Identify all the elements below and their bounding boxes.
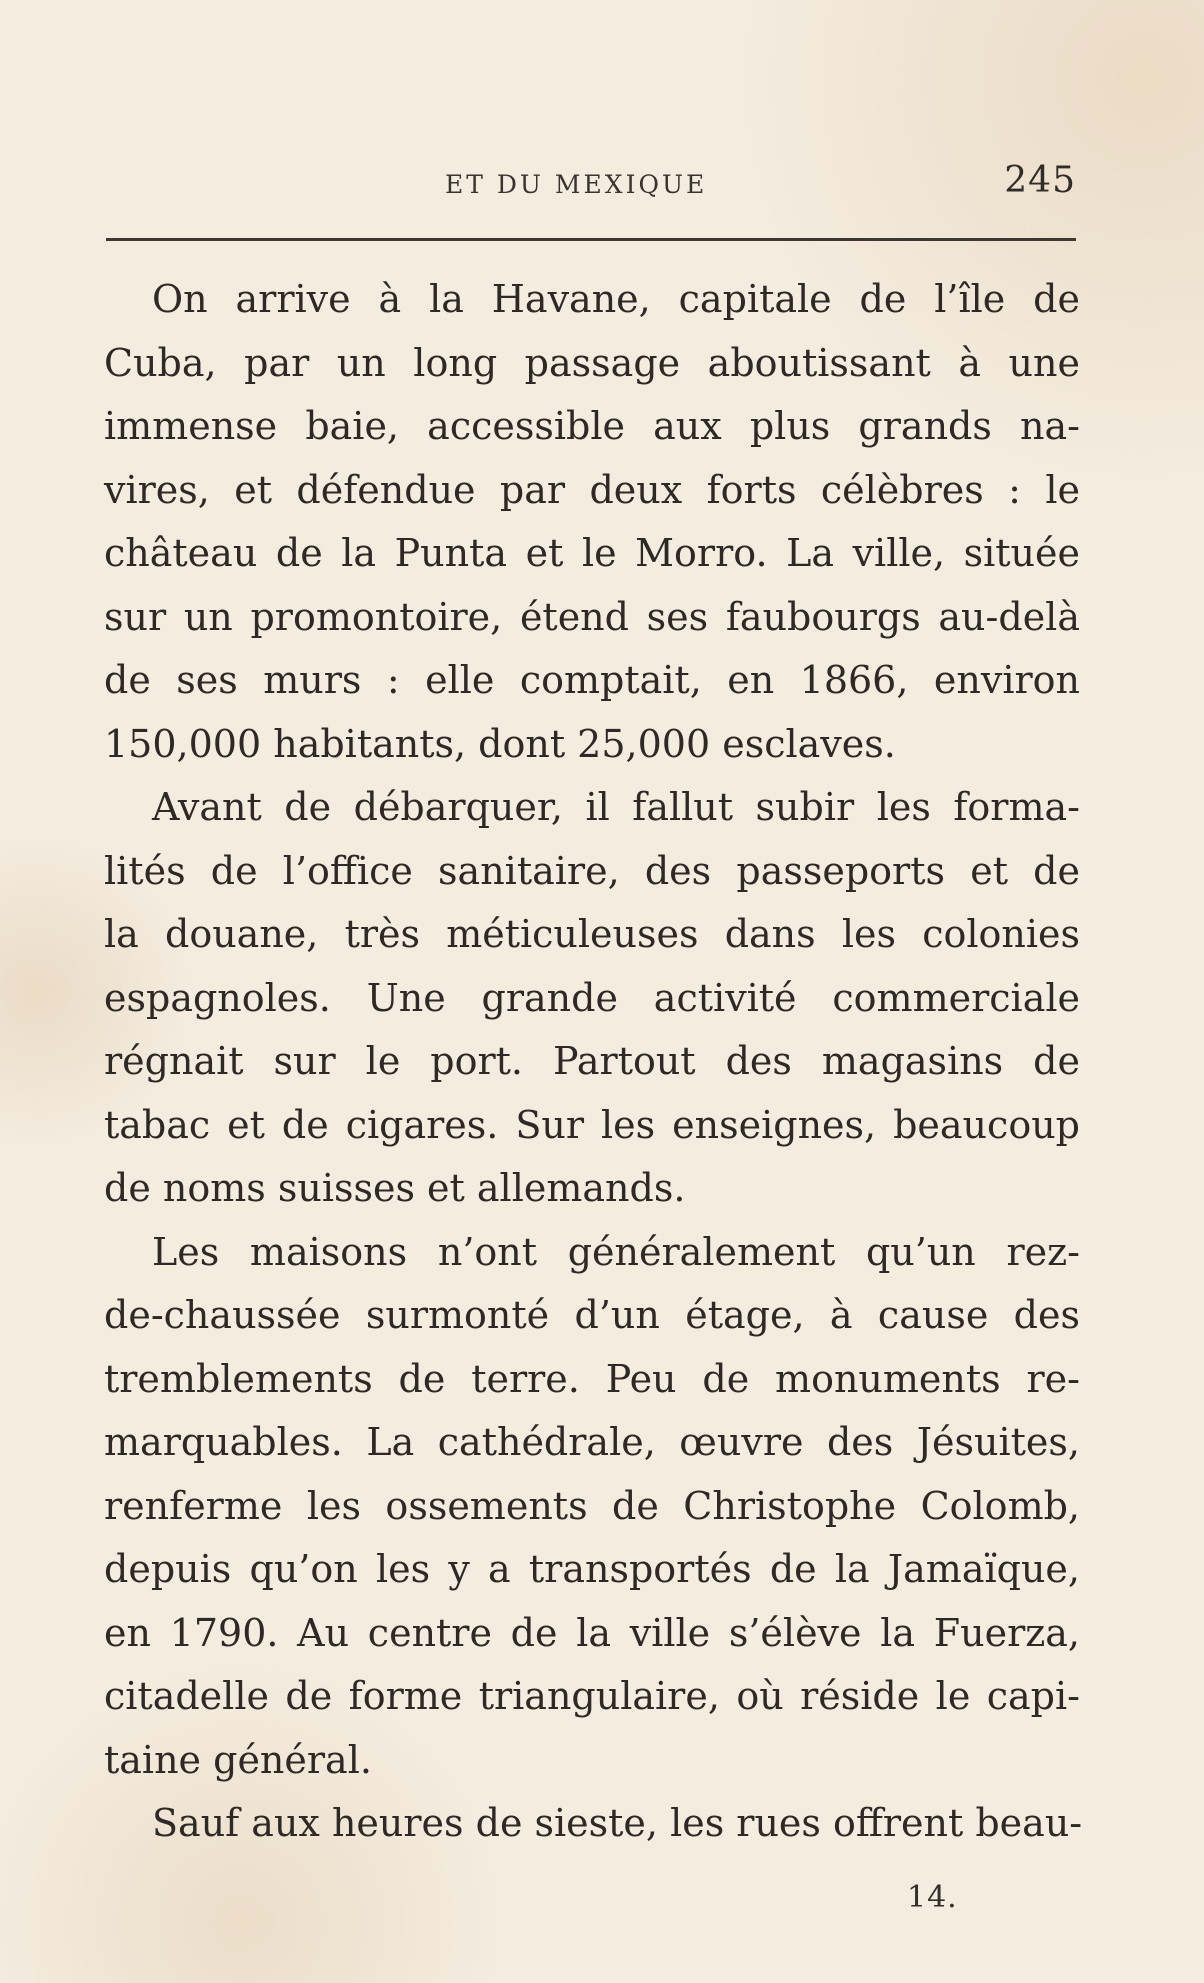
paragraph-3-line-7: en 1790. Au centre de la ville s’élève la Fuerza,	[104, 1610, 1080, 1655]
paragraph-4-line-1: Sauf aux heures de sieste, les rues offrent beau-	[152, 1801, 1083, 1845]
paragraph-2-line-5: régnait sur le port. Partout des magasins de	[104, 1039, 1080, 1083]
paragraph-2-line-6: tabac et de cigares. Sur les enseignes, beaucoup	[104, 1102, 1080, 1147]
running-title: ET DU MEXIQUE	[445, 170, 708, 199]
paragraph-1-line-8: 150,000 habitants, dont 25,000 esclaves.	[104, 721, 896, 766]
paragraph-3-line-3: tremblements de terre. Peu de monuments re-	[104, 1356, 1080, 1401]
body-text	[104, 268, 1083, 1856]
paragraph-3-line-9: taine général.	[104, 1737, 372, 1782]
header-rule	[106, 238, 1076, 241]
paragraph-2-line-7: de noms suisses et allemands.	[104, 1166, 686, 1210]
paragraph-1-line-2: Cuba, par un long passage aboutissant à une	[104, 340, 1080, 385]
paragraph-3-line-4: marquables. La cathédrale, œuvre des Jésuites,	[104, 1420, 1080, 1464]
paragraph-2-line-4: espagnoles. Une grande activité commerciale	[104, 975, 1080, 1020]
paragraph-2-line-1: Avant de débarquer, il fallut subir les forma-	[152, 785, 1080, 829]
paragraph-3-line-5: renferme les ossements de Christophe Colomb,	[104, 1483, 1080, 1528]
paragraph-2-line-2: lités de l’office sanitaire, des passeports et de	[104, 848, 1080, 893]
paragraph-1-line-1: On arrive à la Havane, capitale de l’île de	[152, 277, 1080, 321]
paragraph-3-line-1: Les maisons n’ont généralement qu’un rez-	[152, 1229, 1080, 1274]
page-number: 245	[1004, 160, 1076, 201]
paragraph-2-line-3: la douane, très méticuleuses dans les colonies	[104, 912, 1080, 956]
paragraph-3-line-8: citadelle de forme triangulaire, où réside le capi-	[104, 1674, 1080, 1718]
paragraph-3-line-2: de-chaussée surmonté d’un étage, à cause des	[104, 1293, 1080, 1337]
paragraph-1-line-6: sur un promontoire, étend ses faubourgs au-delà	[104, 594, 1080, 639]
paragraph-1-line-3: immense baie, accessible aux plus grands na-	[104, 404, 1080, 448]
paragraph-1-line-7: de ses murs : elle comptait, en 1866, environ	[104, 658, 1080, 702]
paragraph-1-line-5: château de la Punta et le Morro. La ville, située	[104, 531, 1080, 575]
signature-mark: 14.	[907, 1880, 958, 1915]
paragraph-3-line-6: depuis qu’on les y a transportés de la Jamaïque,	[104, 1547, 1080, 1591]
paragraph-1-line-4: vires, et défendue par deux forts célèbres : le	[104, 467, 1080, 512]
